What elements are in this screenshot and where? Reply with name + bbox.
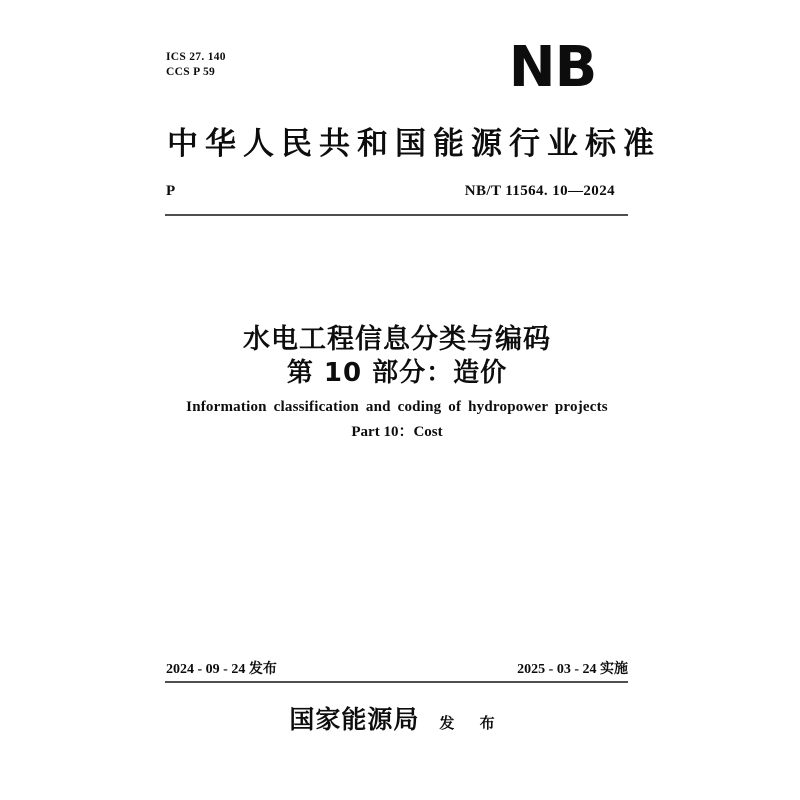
footer-rule	[165, 681, 628, 683]
publisher-row	[166, 700, 628, 736]
ics-code: ICS 27. 140	[166, 51, 226, 63]
implement-date: 2025 - 03 - 24 实施	[517, 662, 628, 677]
publish-action-label: 发 布	[439, 714, 505, 732]
title-chinese-line2: 第 10 部分：造价	[286, 358, 508, 388]
standard-category-title: 中华人民共和国能源行业标准	[167, 126, 661, 161]
title-english-line2: Part 10：Cost	[351, 424, 443, 440]
doc-class-letter: P	[166, 183, 176, 199]
title-english-line1: Information classification and coding of hydropower projects	[186, 399, 608, 415]
doc-number-row	[166, 183, 628, 200]
publisher-name: 国家能源局	[289, 707, 420, 734]
classification-codes	[166, 50, 226, 80]
standard-number: NB/T 11564. 10—2024	[464, 183, 615, 199]
nb-logo: NB	[508, 35, 597, 100]
title-chinese-line1: 水电工程信息分类与编码	[243, 324, 551, 355]
header-rule	[165, 214, 628, 216]
ccs-code: CCS P 59	[166, 66, 216, 78]
dates-row	[166, 658, 628, 678]
issue-date: 2024 - 09 - 24 发布	[166, 662, 277, 677]
